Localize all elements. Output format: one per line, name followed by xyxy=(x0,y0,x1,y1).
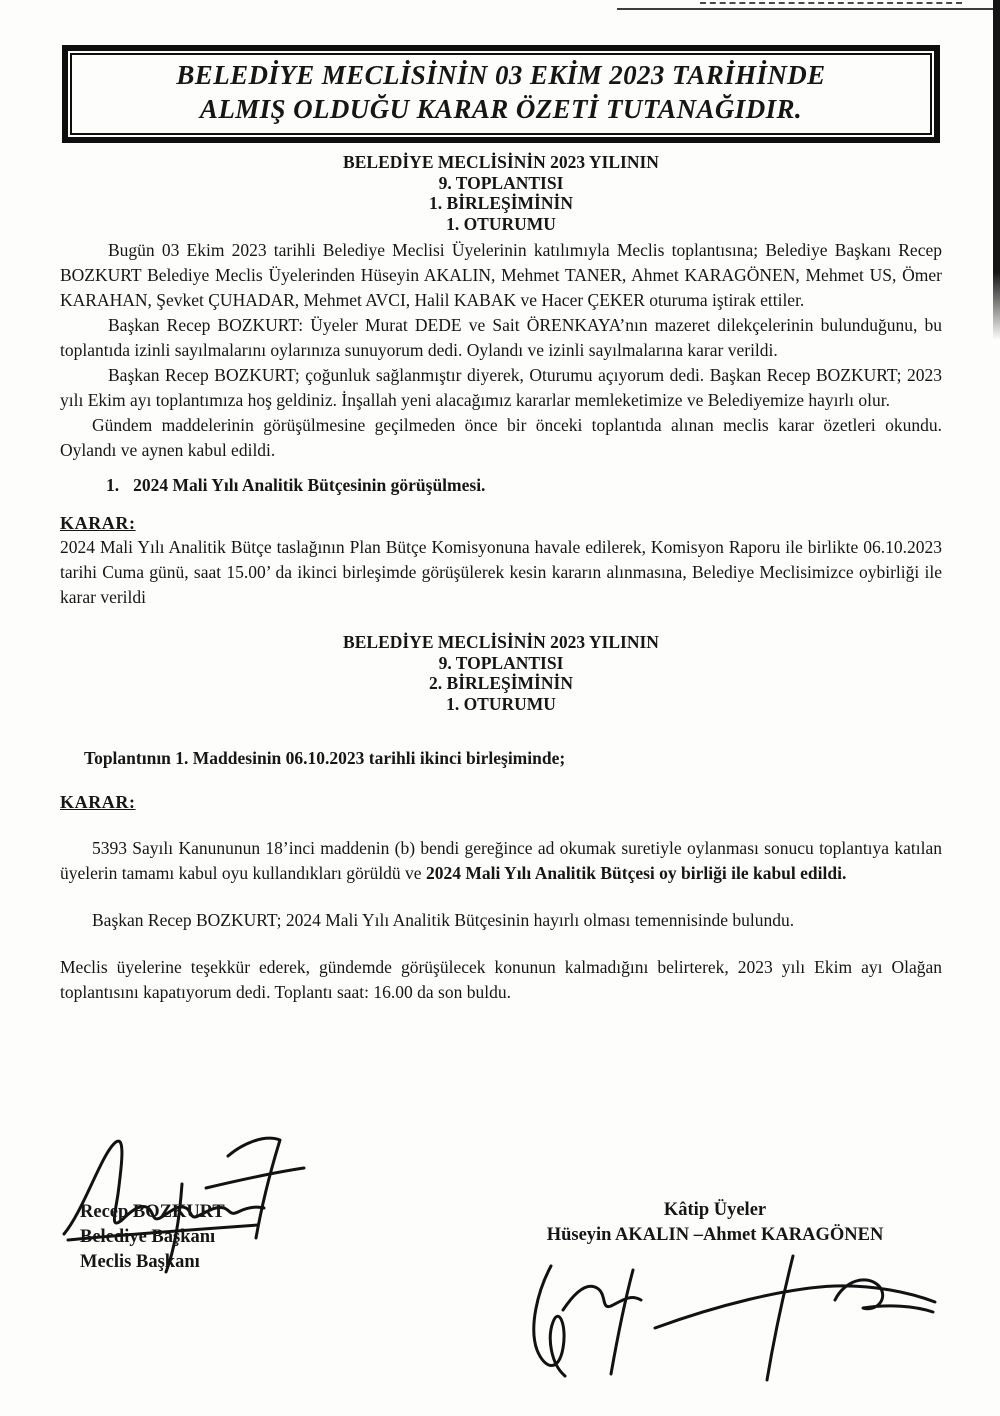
decision-text-2-bold: 2024 Mali Yılı Analitik Bütçesi oy birliği ile kabul edildi. xyxy=(425,863,847,883)
title-box xyxy=(62,45,940,143)
paragraph-excused-members: Başkan Recep BOZKURT: Üyeler Murat DEDE ve Sait ÖRENKAYA’nın mazeret dilekçelerinin bulunduğunu, bu toplantıda izinli sayılmalarını oylarınıza sunuyorum dedi. Oylandı ve izinli sayılmalarına karar verildi. xyxy=(60,315,942,360)
session2-heading-line-1: BELEDİYE MECLİSİNİN 2023 YILININ xyxy=(343,632,659,652)
session1-heading-line-1: BELEDİYE MECLİSİNİN 2023 YILININ xyxy=(343,152,659,172)
decision-text-1: 2024 Mali Yılı Analitik Bütçe taslağının Plan Bütçe Komisyonuna havale edilerek, Komisyon Raporu ile birlikte 06.10.2023 tarihi Cuma günü, saat 15.00’ da ikinci birleşimde görüşülerek kesin kararın alınmasına, Belediye Meclisimizce oybirliği ile karar verildi xyxy=(60,537,942,607)
clerks-signature-block xyxy=(490,1198,940,1248)
session1-heading-line-2: 9. TOPLANTISI xyxy=(438,172,564,193)
signature-clerks xyxy=(505,1248,945,1388)
session2-heading-line-2: 9. TOPLANTISI xyxy=(438,652,564,673)
session2-heading xyxy=(60,632,942,714)
signature-section xyxy=(0,1100,1000,1416)
scan-artifact-right-bar xyxy=(993,0,1000,340)
mayor-name: Recep BOZKURT xyxy=(80,1202,225,1222)
paragraph-wish: Başkan Recep BOZKURT; 2024 Mali Yılı Analitik Bütçesinin hayırlı olması temennisinde bulundu. xyxy=(92,910,795,930)
decision-label-1: KARAR: xyxy=(60,513,136,533)
clerks-label: Kâtip Üyeler xyxy=(663,1200,767,1220)
title-line-2: ALMIŞ OLDUĞU KARAR ÖZETİ TUTANAĞIDIR. xyxy=(199,94,803,124)
document-content xyxy=(60,0,942,1005)
title-line-1: BELEDİYE MECLİSİNİN 03 EKİM 2023 TARİHİNDE xyxy=(176,60,826,90)
decision-text-2-normal: 5393 Sayılı Kanununun 18’inci maddenin (b) bendi gereğince ad okumak suretiyle oylanması sonucu toplantıya katılan üyelerin tamamı kabul oyu kullandıkları görüldü ve xyxy=(60,838,942,883)
mayor-title-1: Belediye Başkanı xyxy=(80,1227,216,1247)
paragraph-previous-minutes: Gündem maddelerinin görüşülmesine geçilmeden önce bir önceki toplantıda alınan meclis karar özetleri okundu. Oylandı ve aynen kabul edildi. xyxy=(60,415,942,460)
decision-text-2 xyxy=(60,836,942,886)
mayor-title-2: Meclis Başkanı xyxy=(80,1252,200,1272)
paragraph-opening: Başkan Recep BOZKURT; çoğunluk sağlanmıştır diyerek, Oturumu açıyorum dedi. Başkan Recep BOZKURT; 2023 yılı Ekim ayı toplantımıza hoş geldiniz. İnşallah yeni alacağımız kararlar memleketimize ve Belediyemize hayırlı olur. xyxy=(60,365,942,410)
agenda-item-number: 1. xyxy=(106,475,120,495)
session1-heading xyxy=(60,152,942,234)
session1-heading-line-3: 1. BİRLEŞİMİNİN xyxy=(429,193,573,213)
session2-heading-line-4: 1. OTURUMU xyxy=(446,693,556,714)
session2-heading-line-3: 2. BİRLEŞİMİNİN xyxy=(429,673,573,693)
agenda-item-1 xyxy=(106,473,942,498)
decision-label-2: KARAR: xyxy=(60,792,136,812)
agenda-item-text: 2024 Mali Yılı Analitik Bütçesinin görüşülmesi. xyxy=(133,475,486,495)
paragraph-attendance: Bugün 03 Ekim 2023 tarihli Belediye Meclisi Üyelerinin katılımıyla Meclis toplantısına; Belediye Başkanı Recep BOZKURT Belediye Meclis Üyelerinden Hüseyin AKALIN, Mehmet TANER, Ahmet KARAGÖNEN, Mehmet US, Ömer KARAHAN, Şevket ÇUHADAR, Mehmet AVCI, Halil KABAK ve Hacer ÇEKER oturuma iştirak ettiler. xyxy=(60,240,942,310)
clerks-names: Hüseyin AKALIN –Ahmet KARAGÖNEN xyxy=(546,1225,884,1245)
paragraph-closing: Meclis üyelerine teşekkür ederek, gündemde görüşülecek konunun kalmadığını belirterek, 2023 yılı Ekim ayı Olağan toplantısını kapatıyorum dedi. Toplantı saat: 16.00 da son buldu. xyxy=(60,957,942,1002)
mayor-signature-block xyxy=(80,1200,225,1275)
session2-intro-line: Toplantının 1. Maddesinin 06.10.2023 tarihli ikinci birleşiminde; xyxy=(84,748,566,768)
session1-heading-line-4: 1. OTURUMU xyxy=(446,213,556,234)
title-box-inner xyxy=(70,53,932,135)
